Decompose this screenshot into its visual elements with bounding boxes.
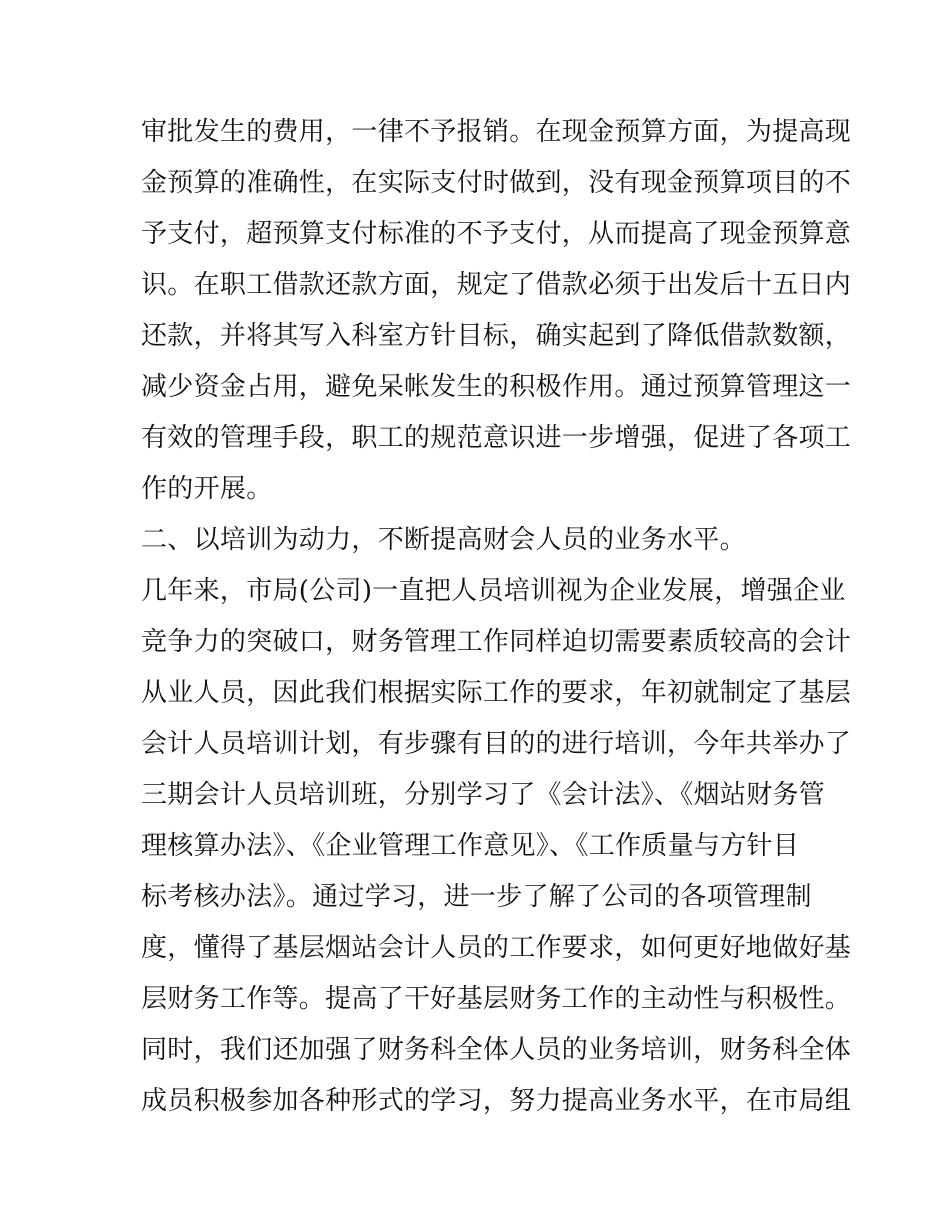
text-line: 同时，我们还加强了财务科全体人员的业务培训，财务科全体 <box>141 1035 852 1065</box>
text-line: 竞争力的突破口，财务管理工作同样迫切需要素质较高的会计 <box>141 627 852 657</box>
text-line: 三期会计人员培训班，分别学习了《会计法》、《烟站财务管 <box>141 780 826 810</box>
section-heading: 二、以培训为动力，不断提高财会人员的业务水平。 <box>141 525 746 555</box>
text-line: 识。在职工借款还款方面，规定了借款必须于出发后十五日内 <box>141 270 852 300</box>
text-line: 作的开展。 <box>141 474 273 504</box>
text-line: 减少资金占用，避免呆帐发生的积极作用。通过预算管理这一 <box>141 372 852 402</box>
text-line: 成员积极参加各种形式的学习，努力提高业务水平，在市局组 <box>141 1086 852 1116</box>
text-line: 从业人员，因此我们根据实际工作的要求，年初就制定了基层 <box>141 678 852 708</box>
text-line: 金预算的准确性，在实际支付时做到，没有现金预算项目的不 <box>141 168 852 198</box>
text-line: 几年来，市局(公司)一直把人员培训视为企业发展，增强企业 <box>141 576 846 606</box>
text-line: 会计人员培训计划，有步骤有目的的进行培训，今年共举办了 <box>141 729 852 759</box>
text-line: 还款，并将其写入科室方针目标，确实起到了降低借款数额， <box>141 321 852 351</box>
text-line: 标考核办法》。通过学习，进一步了解了公司的各项管理制 <box>141 882 812 912</box>
text-line: 审批发生的费用，一律不予报销。在现金预算方面，为提高现 <box>141 117 852 147</box>
text-line: 有效的管理手段，职工的规范意识进一步增强，促进了各项工 <box>141 423 852 453</box>
text-line: 层财务工作等。提高了干好基层财务工作的主动性与积极性。 <box>141 984 852 1014</box>
body-text <box>141 107 852 1127</box>
text-line: 度，懂得了基层烟站会计人员的工作要求，如何更好地做好基 <box>141 933 852 963</box>
text-line: 理核算办法》、《企业管理工作意见》、《工作质量与方针目 <box>141 831 800 861</box>
text-line: 予支付，超预算支付标准的不予支付，从而提高了现金预算意 <box>141 219 852 249</box>
